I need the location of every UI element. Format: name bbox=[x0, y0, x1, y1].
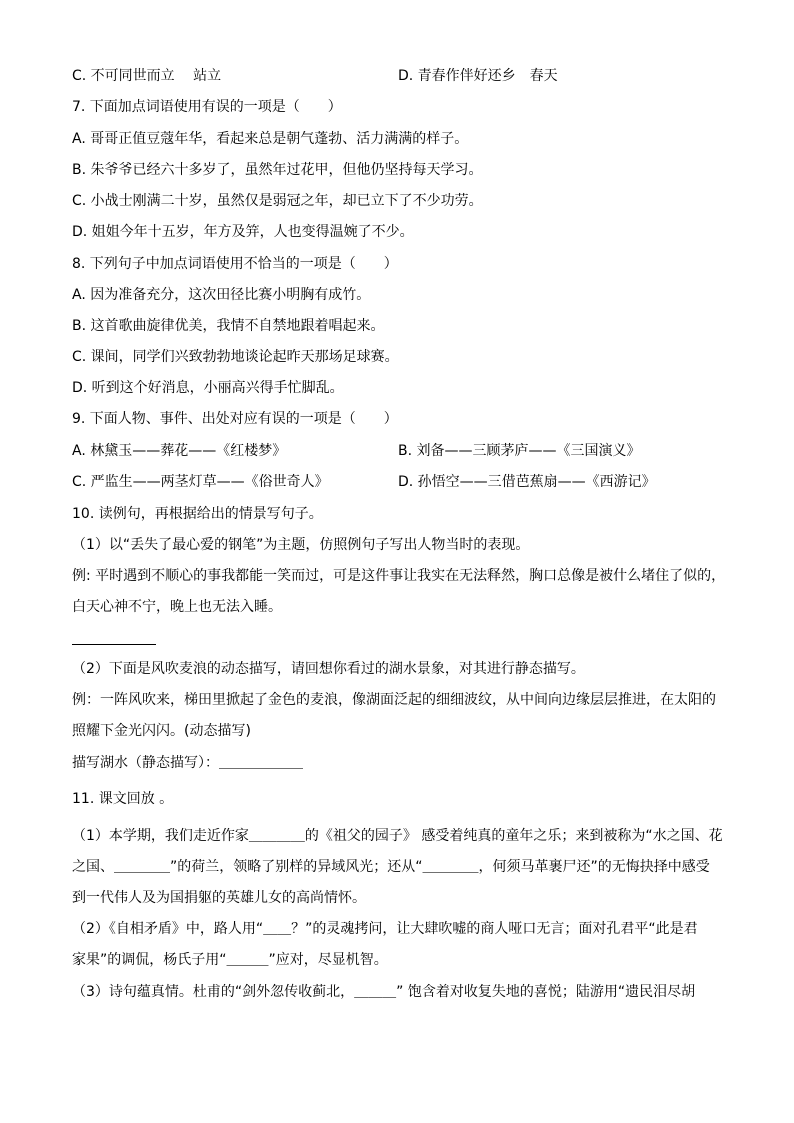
q11-part-1-line2: 之国、＿＿＿＿”的荷兰，领略了别样的异域风光；还从“＿＿＿＿，何须马革裹尸还”的无悔抉择中感受 bbox=[72, 859, 710, 875]
q8-option-c: C. 课间，同学们兴致勃勃地谈论起昨天那场足球赛。 bbox=[72, 349, 399, 365]
q10-part-1: （1）以“丢失了最心爱的钢笔”为主题，仿照例句子写出人物当时的表现。 bbox=[72, 537, 530, 553]
answer-blank-line bbox=[72, 644, 156, 645]
q9-option-b: B. 刘备——三顾茅庐——《三国演义》 bbox=[398, 443, 641, 459]
q9-option-d: D. 孙悟空——三借芭蕉扇——《西游记》 bbox=[398, 474, 656, 490]
q6-option-d: D. 青春作伴好还乡 春天 bbox=[398, 68, 558, 84]
question-11: 11. 课文回放 。 bbox=[72, 791, 174, 807]
q8-option-a: A. 因为准备充分，这次田径比赛小明胸有成竹。 bbox=[72, 287, 371, 303]
q11-part-3-line1: （3）诗句蕴真情。杜甫的“剑外忽传收蓟北，＿＿＿” 饱含着对收复失地的喜悦；陆游用“遗民泪尽胡 bbox=[72, 984, 696, 1000]
q10-part-1-example-cont: 白天心神不宁，晚上也无法入睡。 bbox=[72, 599, 282, 615]
q10-part-2: （2）下面是风吹麦浪的动态描写，请回想你看过的湖水景象，对其进行静态描写。 bbox=[72, 661, 585, 677]
q6-option-c: C. 不可同世而立 站立 bbox=[72, 68, 222, 84]
q7-option-c: C. 小战士刚满二十岁，虽然仅是弱冠之年，却已立下了不少功劳。 bbox=[72, 193, 483, 209]
q9-option-c: C. 严监生——两茎灯草——《俗世奇人》 bbox=[72, 474, 329, 490]
question-9: 9. 下面人物、事件、出处对应有误的一项是（ ） bbox=[72, 411, 398, 427]
question-10: 10. 读例句，再根据给出的情景写句子。 bbox=[72, 506, 323, 522]
q10-part-2-answer: 描写湖水（静态描写）：＿＿＿＿＿＿ bbox=[72, 755, 303, 771]
q11-part-1-line3: 到一代伟人及为国捐躯的英雄儿女的高尚情怀。 bbox=[72, 890, 366, 906]
question-7: 7. 下面加点词语使用有误的一项是（ ） bbox=[72, 99, 342, 115]
q9-option-a: A. 林黛玉——葬花——《红楼梦》 bbox=[72, 443, 287, 459]
q7-option-d: D. 姐姐今年十五岁，年方及笄，人也变得温婉了不少。 bbox=[72, 224, 414, 240]
question-8: 8. 下列句子中加点词语使用不恰当的一项是（ ） bbox=[72, 256, 398, 272]
q11-part-2-line2: 家果”的调侃，杨氏子用“＿＿＿”应对，尽显机智。 bbox=[72, 952, 388, 968]
q10-part-1-example: 例: 平时遇到不顺心的事我都能一笑而过，可是这件事让我实在无法释然，胸口总像是被什么堵住了似的， bbox=[72, 568, 726, 584]
q10-part-2-example: 例：一阵风吹来，梯田里掀起了金色的麦浪，像湖面泛起的细细波纹，从中间向边缘层层推进，在太阳的 bbox=[72, 692, 716, 708]
q7-option-b: B. 朱爷爷已经六十多岁了，虽然年过花甲，但他仍坚持每天学习。 bbox=[72, 162, 483, 178]
q7-option-a: A. 哥哥正值豆蔻年华，看起来总是朝气蓬勃、活力满满的样子。 bbox=[72, 131, 469, 147]
q10-part-2-example-cont: 照耀下金光闪闪。(动态描写) bbox=[72, 723, 251, 739]
q11-part-1-line1: （1）本学期，我们走近作家＿＿＿＿的《祖父的园子》 感受着纯真的童年之乐；来到被称为“水之国、花 bbox=[72, 828, 723, 844]
q8-option-d: D. 听到这个好消息，小丽高兴得手忙脚乱。 bbox=[72, 380, 344, 396]
q8-option-b: B. 这首歌曲旋律优美，我情不自禁地跟着唱起来。 bbox=[72, 318, 385, 334]
q11-part-2-line1: （2）《自相矛盾》中，路人用“＿＿？”的灵魂拷问，让大肆吹嘘的商人哑口无言；面对孔君平“此是君 bbox=[72, 921, 698, 937]
